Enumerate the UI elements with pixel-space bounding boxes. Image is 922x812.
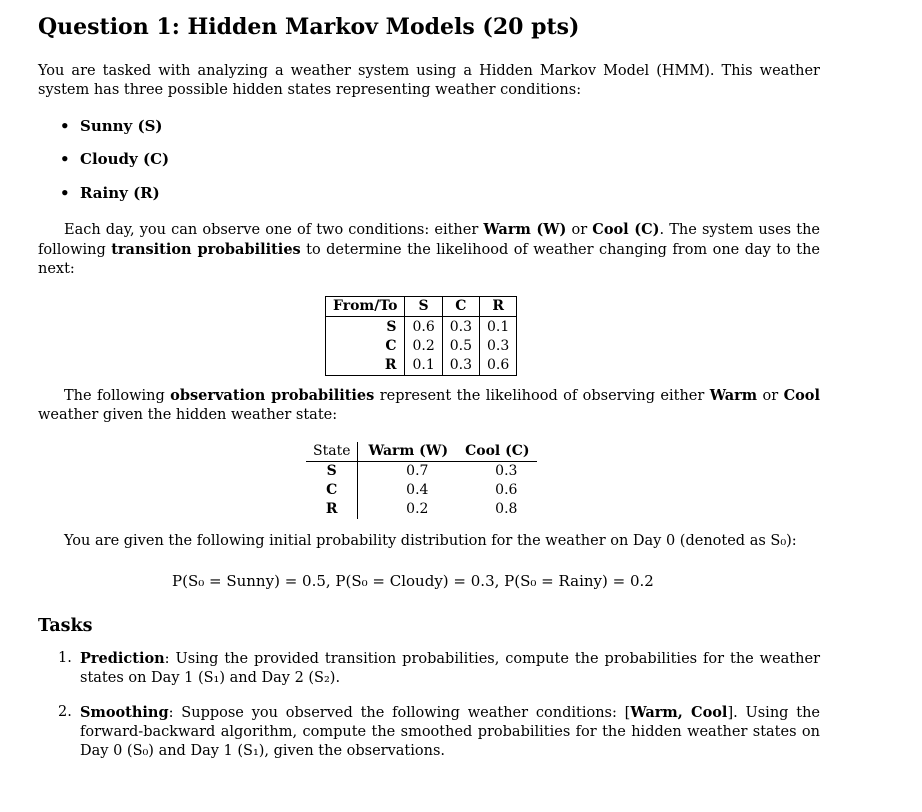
table-cell: C — [385, 338, 397, 354]
table-row — [306, 500, 537, 519]
state-label: Sunny (S) — [80, 117, 163, 135]
emission-table — [306, 442, 537, 519]
table-cell: C — [306, 481, 358, 500]
table-cell: 0.3 — [442, 317, 479, 338]
table-cell: 0.7 — [406, 463, 429, 479]
table-cell: R — [306, 500, 358, 519]
table-header: R — [480, 297, 517, 317]
intro-paragraph: You are tasked with analyzing a weather system using a Hidden Markov Model (HMM). This weather system has three possible hidden states representing weather conditions: — [38, 63, 820, 98]
task-text: Prediction: Using the provided transition probabilities, compute the probabilities for the weather states on Day 1 (S₁) and Day 2 (S₂). — [80, 650, 820, 686]
table-row — [306, 481, 537, 500]
table-cell: 0.5 — [442, 337, 479, 356]
table-cell: 0.4 — [406, 482, 429, 498]
table-row — [326, 317, 517, 338]
table-header: C — [442, 297, 479, 317]
table-cell: 0.6 — [480, 356, 517, 376]
table-cell: S — [386, 319, 397, 335]
bullet-icon: • — [60, 184, 70, 202]
transition-table — [325, 296, 517, 376]
table-row — [326, 356, 517, 376]
list-item — [60, 184, 160, 202]
task-item-prediction — [58, 649, 820, 688]
task-number: 2. — [58, 704, 72, 720]
list-item — [60, 150, 169, 168]
table-header-row — [306, 442, 537, 462]
table-header: From/To — [326, 297, 405, 317]
table-header-row — [326, 297, 517, 317]
task-item-smoothing — [58, 703, 820, 761]
table-header: State — [306, 442, 358, 462]
initial-distribution-equation: P(S₀ = Sunny) = 0.5, P(S₀ = Cloudy) = 0.3, P(S₀ = Rainy) = 0.2 — [172, 572, 654, 590]
table-row — [306, 462, 537, 482]
task-number: 1. — [58, 650, 72, 666]
state-label: Cloudy (C) — [80, 150, 170, 168]
tasks-heading: Tasks — [38, 616, 93, 636]
table-cell: 0.6 — [405, 317, 442, 338]
table-cell: 0.1 — [480, 317, 517, 338]
initial-distribution-paragraph: You are given the following initial probability distribution for the weather on Day 0 (denoted as S₀): — [64, 533, 797, 549]
table-cell: 0.2 — [406, 501, 429, 517]
list-item — [60, 117, 163, 135]
bullet-icon: • — [60, 117, 70, 135]
table-cell: 0.3 — [442, 356, 479, 376]
state-label: Rainy (R) — [80, 184, 160, 202]
page-title: Question 1: Hidden Markov Models (20 pts) — [38, 14, 580, 40]
task-text: Smoothing: Suppose you observed the following weather conditions: [Warm, Cool]. Using the forward-backward algorithm, compute the smoothed probabilities for the hidden weather states on Day 0 (S₀) and Day 1 (S₁), given the observations. — [80, 704, 820, 759]
table-header: Cool (C) — [455, 442, 536, 462]
table-cell: 0.1 — [405, 356, 442, 376]
table-cell: 0.2 — [405, 337, 442, 356]
table-cell: R — [384, 357, 397, 373]
table-header: Warm (W) — [358, 442, 455, 462]
table-cell: 0.6 — [495, 482, 518, 498]
bullet-icon: • — [60, 150, 70, 168]
observation-paragraph: Each day, you can observe one of two conditions: either Warm (W) or Cool (C). The system uses the following transition probabilities to determine the likelihood of weather changing from one day to the next: — [38, 221, 820, 277]
table-row — [326, 337, 517, 356]
table-cell: 0.8 — [495, 501, 518, 517]
emission-paragraph: The following observation probabilities represent the likelihood of observing either Warm or Cool weather given the hidden weather state: — [38, 387, 820, 423]
table-cell: 0.3 — [495, 463, 518, 479]
table-cell: S — [306, 462, 358, 482]
table-header: S — [405, 297, 442, 317]
table-cell: 0.3 — [480, 337, 517, 356]
